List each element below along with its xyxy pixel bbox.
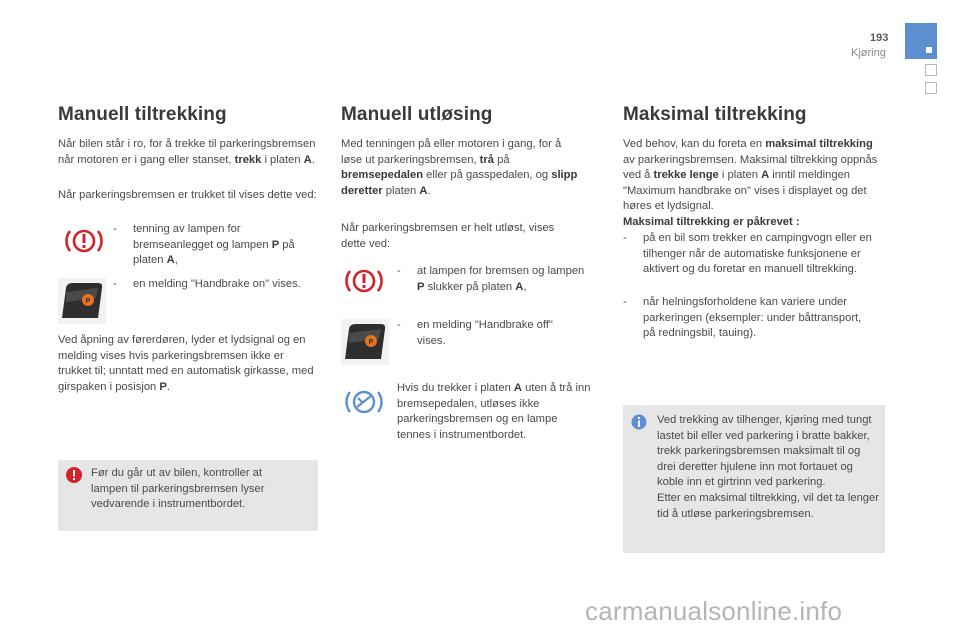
- col2-title: Manuell utløsing: [341, 104, 493, 125]
- col3-note-text: Ved trekking av tilhenger, kjøring med tungt lastet bil eller ved parkering i bratte bakker, trekk parkeringsbremsen maksimalt til og drei deretter hjulene inn mot fortauet og koble inn et girtrinn ved parkering. Etter en maksimal tiltrekking, vil det ta lenger tid å utløse parkeringsbremsen.: [657, 414, 879, 520]
- chapter-tab-empty-1[interactable]: [925, 64, 937, 76]
- col1-paragraph-1: Når bilen står i ro, for å trekke til parkeringsbremsen når motoren er i gang eller stanset, trekk i platen A.: [58, 138, 316, 166]
- chapter-tab-empty-2[interactable]: [925, 82, 937, 94]
- col3-subheading: Maksimal tiltrekking er påkrevet :: [623, 216, 800, 228]
- col2-paragraph-1: Med tenningen på eller motoren i gang, for å løse ut parkeringsbremsen, trå på bremsepedalen eller på gasspedalen, og slipp deretter platen A.: [341, 138, 578, 197]
- page-number: 193: [870, 32, 889, 44]
- handbrake-switch-icon: [58, 278, 106, 330]
- handbrake-switch-icon: [341, 319, 389, 371]
- col2-paragraph-2: Når parkeringsbremsen er helt utløst, vises dette ved:: [341, 222, 555, 250]
- brake-warning-icon: [341, 264, 387, 304]
- svg-text:P: P: [85, 298, 91, 305]
- section-title: Kjøring: [851, 47, 886, 59]
- chapter-tab-marker: [926, 47, 932, 53]
- svg-text:P: P: [368, 339, 374, 346]
- brake-fault-icon: [343, 385, 385, 425]
- watermark: carmanualsonline.info: [585, 596, 843, 626]
- col3-title: Maksimal tiltrekking: [623, 104, 807, 125]
- col1-title: Manuell tiltrekking: [58, 104, 227, 125]
- col2-paragraph-3: Hvis du trekker i platen A uten å trå inn bremsepedalen, utløses ikke parkeringsbremsen og en lampe tennes i instrumentbordet.: [397, 382, 591, 441]
- col3-info-note: [623, 405, 885, 553]
- col1-paragraph-2: Når parkeringsbremsen er trukket til vises dette ved:: [58, 189, 317, 201]
- brake-warning-icon: [61, 224, 107, 264]
- col1-warning-note: [58, 460, 318, 531]
- col1-note-text: Før du går ut av bilen, kontroller at lampen til parkeringsbremsen lyser vedvarende i instrumentbordet.: [91, 467, 265, 511]
- warning-icon: [65, 466, 83, 490]
- chapter-tab[interactable]: [905, 23, 937, 59]
- col3-paragraph-1: Ved behov, kan du foreta en maksimal tiltrekking av parkeringsbremsen. Maksimal tiltrekking oppnås ved å trekke lenge i platen A inntil meldingen "Maximum handbrake on" vises i displayet og det høres et lydsignal.: [623, 138, 878, 213]
- col1-paragraph-3: Ved åpning av førerdøren, lyder et lydsignal og en melding vises hvis parkeringsbremsen ikke er trukket til; unntatt med en automatisk girkasse, med girspaken i posisjon P.: [58, 334, 314, 393]
- info-icon: [631, 414, 647, 436]
